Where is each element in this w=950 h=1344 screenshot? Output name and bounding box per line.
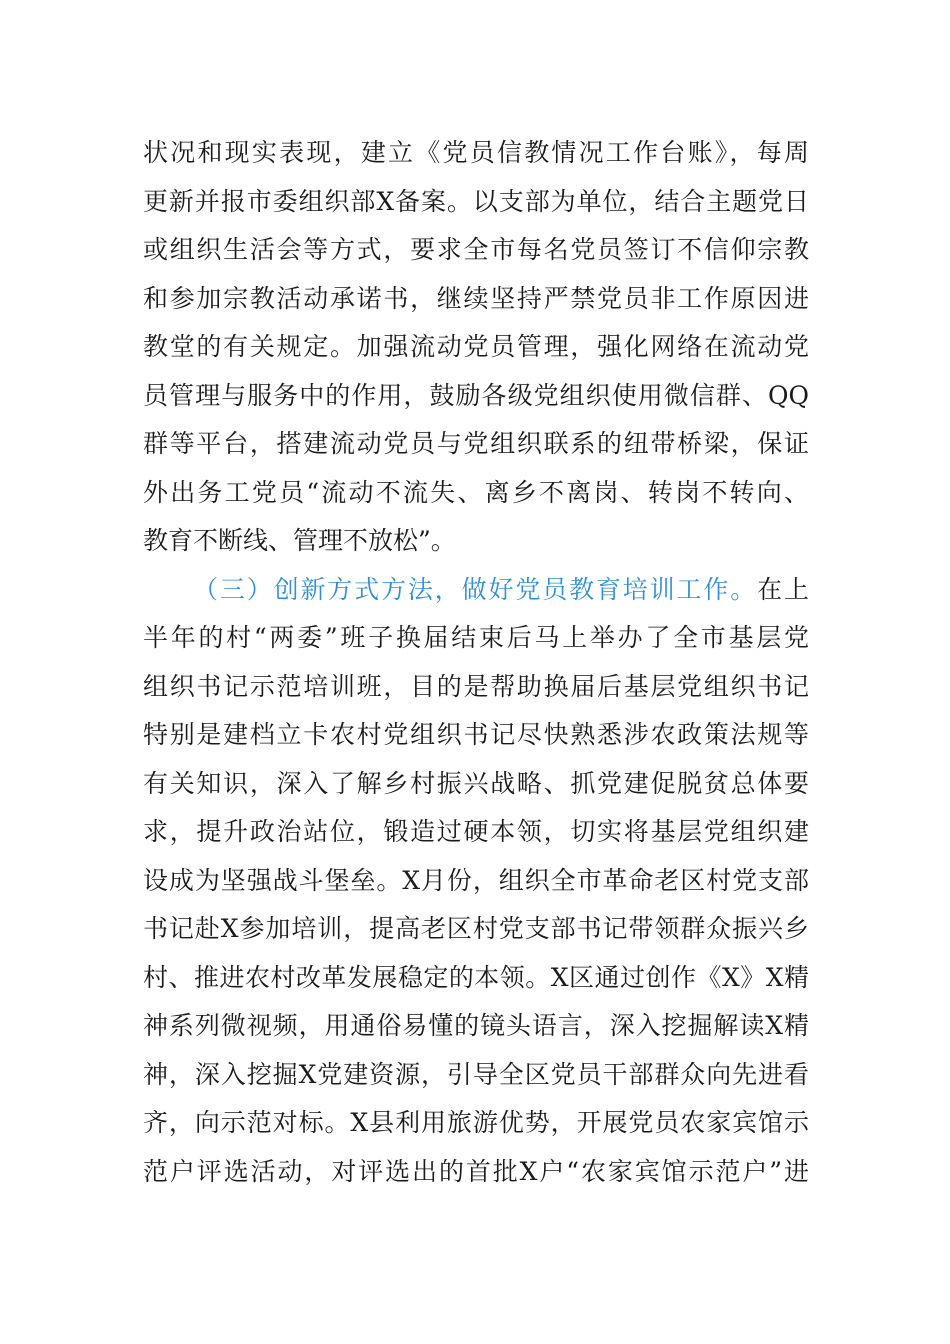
heading-line-continuation: 在上: [757, 574, 809, 604]
paragraph-line: 村、推进农村改革发展稳定的本领。X区通过创作《X》X精: [143, 962, 809, 992]
paragraph-line: 外出务工党员“流动不流失、离乡不离岗、转岗不转向、: [143, 477, 809, 507]
paragraph-line: 或组织生活会等方式，要求全市每名党员签订不信仰宗教: [143, 235, 809, 264]
paragraph-line: 教育不断线、管理不放松”。: [143, 526, 456, 555]
paragraph-line: 范户评选活动，对评选出的首批X户“农家宾馆示范户”进: [143, 1156, 809, 1186]
paragraph-line: 更新并报市委组织部X备案。以支部为单位，结合主题党日: [143, 186, 809, 216]
paragraph-continued: [143, 129, 809, 566]
paragraph-line: 状况和现实表现，建立《党员信教情况工作台账》，每周: [143, 138, 809, 167]
section-heading: （三）创新方式方法，做好党员教育培训工作。: [193, 574, 758, 604]
paragraph-line: 群等平台，搭建流动党员与党组织联系的纽带桥梁，保证: [143, 429, 809, 458]
paragraph-line: 有关知识，深入了解乡村振兴战略、抓党建促脱贫总体要: [143, 768, 809, 798]
paragraph-line: 求，提升政治站位，锻造过硬本领，切实将基层党组织建: [143, 817, 809, 846]
paragraph-line: 齐，向示范对标。X县利用旅游优势，开展党员农家宾馆示: [143, 1108, 809, 1137]
paragraph-line: 教堂的有关规定。加强流动党员管理，强化网络在流动党: [143, 332, 809, 361]
paragraph-line: 神，深入挖掘X党建资源，引导全区党员干部群众向先进看: [143, 1059, 809, 1089]
section-three-paragraph: [143, 566, 809, 1197]
section-heading-line: [143, 566, 809, 615]
paragraph-line: 员管理与服务中的作用，鼓励各级党组织使用微信群、QQ: [143, 380, 809, 410]
paragraph-line: 设成为坚强战斗堡垒。X月份，组织全市革命老区村党支部: [143, 865, 809, 895]
paragraph-line: 和参加宗教活动承诺书，继续坚持严禁党员非工作原因进: [143, 283, 809, 313]
paragraph-line: 半年的村“两委”班子换届结束后马上举办了全市基层党: [143, 623, 809, 652]
paragraph-line: 组织书记示范培训班，目的是帮助换届后基层党组织书记: [143, 671, 809, 701]
paragraph-line: 特别是建档立卡农村党组织书记尽快熟悉涉农政策法规等: [143, 720, 809, 749]
paragraph-line: 神系列微视频，用通俗易懂的镜头语言，深入挖掘解读X精: [143, 1011, 809, 1040]
body-text: [143, 129, 809, 1196]
paragraph-line: 书记赴X参加培训，提高老区村党支部书记带领群众振兴乡: [143, 914, 809, 943]
